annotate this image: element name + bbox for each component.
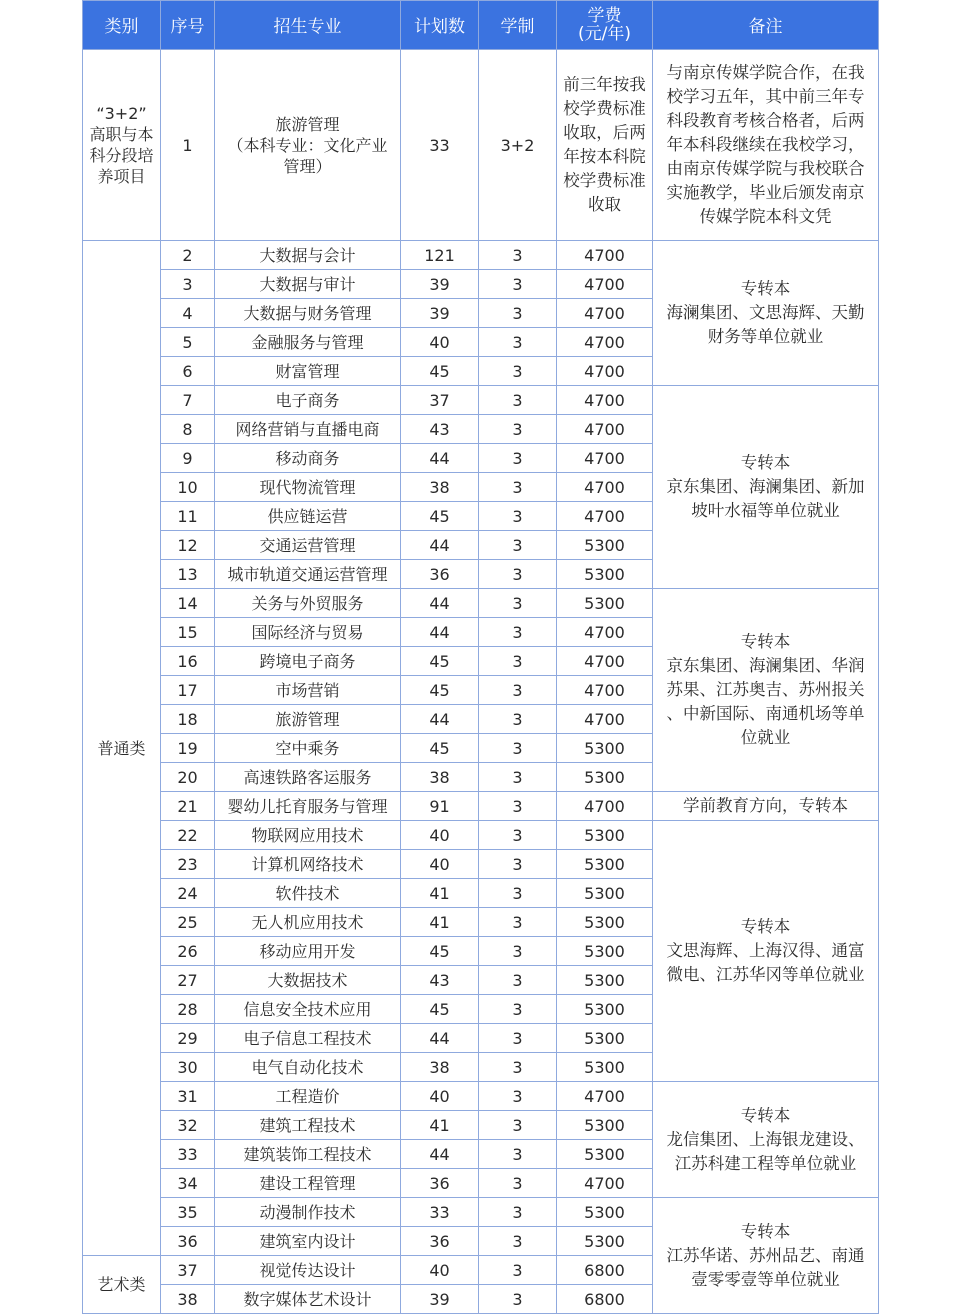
row-years: 3	[479, 1256, 557, 1285]
row-years: 3	[479, 415, 557, 444]
row-no: 3	[161, 270, 215, 299]
row-no: 28	[161, 995, 215, 1024]
row-no: 13	[161, 560, 215, 589]
row-fee: 5300	[557, 734, 653, 763]
row-fee-line6: 收取	[588, 195, 621, 214]
row-major: 网络营销与直播电商	[215, 415, 401, 444]
row-plan: 45	[401, 995, 479, 1024]
row-major: 无人机应用技术	[215, 908, 401, 937]
row-plan: 44	[401, 444, 479, 473]
row-major: 移动商务	[215, 444, 401, 473]
remark-group-3	[653, 589, 879, 792]
header-category: 类别	[83, 1, 161, 50]
row-major: 物联网应用技术	[215, 821, 401, 850]
remark-group-5	[653, 821, 879, 1082]
row-plan: 44	[401, 618, 479, 647]
row-major: 数字媒体艺术设计	[215, 1285, 401, 1314]
remark-group-1-line1: 专转本	[740, 279, 791, 298]
row-fee: 5300	[557, 1111, 653, 1140]
row-no: 15	[161, 618, 215, 647]
row-major: 电子信息工程技术	[215, 1024, 401, 1053]
row-years: 3	[479, 1140, 557, 1169]
row-fee: 4700	[557, 328, 653, 357]
row-fee: 5300	[557, 1198, 653, 1227]
row-plan: 40	[401, 328, 479, 357]
header-remark: 备注	[653, 1, 879, 50]
remark-3plus2-line1: 与南京传媒学院合作，在我	[666, 63, 865, 82]
row-plan: 45	[401, 647, 479, 676]
row-fee: 4700	[557, 705, 653, 734]
row-no: 9	[161, 444, 215, 473]
row-plan: 44	[401, 1024, 479, 1053]
row-years: 3	[479, 1227, 557, 1256]
row-major: 金融服务与管理	[215, 328, 401, 357]
row-fee: 5300	[557, 937, 653, 966]
row-fee-line1: 前三年按我	[563, 75, 646, 94]
row-no: 25	[161, 908, 215, 937]
row-years: 3	[479, 589, 557, 618]
remark-group-2-line1: 专转本	[740, 453, 791, 472]
row-fee: 4700	[557, 1169, 653, 1198]
remark-group-2	[653, 386, 879, 589]
row-no: 17	[161, 676, 215, 705]
header-major: 招生专业	[215, 1, 401, 50]
row-no: 19	[161, 734, 215, 763]
category-3plus2-line2: 高职与本	[89, 125, 154, 144]
row-years: 3	[479, 357, 557, 386]
row-no: 34	[161, 1169, 215, 1198]
row-fee: 4700	[557, 357, 653, 386]
row-plan: 36	[401, 1227, 479, 1256]
row-fee: 4700	[557, 444, 653, 473]
row-years: 3	[479, 241, 557, 270]
row-fee: 5300	[557, 1053, 653, 1082]
row-no: 32	[161, 1111, 215, 1140]
row-no: 14	[161, 589, 215, 618]
row-no: 23	[161, 850, 215, 879]
row-fee: 4700	[557, 792, 653, 821]
row-fee: 5300	[557, 879, 653, 908]
header-fee-line2: (元/年)	[578, 24, 631, 44]
row-major: 空中乘务	[215, 734, 401, 763]
row-plan: 37	[401, 386, 479, 415]
enrollment-plan-page	[82, 0, 878, 1314]
row-plan: 45	[401, 734, 479, 763]
table-row	[83, 1082, 879, 1111]
row-years: 3	[479, 1285, 557, 1314]
row-no: 2	[161, 241, 215, 270]
row-major: 移动应用开发	[215, 937, 401, 966]
row-fee: 4700	[557, 647, 653, 676]
row-plan: 33	[401, 1198, 479, 1227]
row-years: 3	[479, 299, 557, 328]
row-no: 36	[161, 1227, 215, 1256]
row-major: 婴幼儿托育服务与管理	[215, 792, 401, 821]
row-no: 6	[161, 357, 215, 386]
row-plan: 36	[401, 560, 479, 589]
row-fee: 5300	[557, 1024, 653, 1053]
row-plan: 40	[401, 1256, 479, 1285]
row-major: 建筑室内设计	[215, 1227, 401, 1256]
row-plan: 40	[401, 1082, 479, 1111]
row-years: 3	[479, 444, 557, 473]
row-fee-line3: 收取，后两	[563, 123, 646, 142]
remark-group-6-line3: 江苏科建工程等单位就业	[674, 1153, 857, 1173]
row-plan: 41	[401, 908, 479, 937]
row-major: 市场营销	[215, 676, 401, 705]
row-major-line1: 旅游管理	[275, 114, 340, 134]
remark-group-4-line1: 学前教育方向，专转本	[683, 796, 848, 815]
row-years: 3	[479, 995, 557, 1024]
row-no: 1	[161, 50, 215, 241]
remark-group-6	[653, 1082, 879, 1198]
row-years: 3+2	[479, 50, 557, 241]
row-major: 大数据与会计	[215, 241, 401, 270]
row-years: 3	[479, 328, 557, 357]
row-no: 29	[161, 1024, 215, 1053]
row-major-line2: （本科专业：文化产业	[227, 135, 388, 155]
row-years: 3	[479, 1169, 557, 1198]
row-plan: 39	[401, 270, 479, 299]
row-plan: 41	[401, 1111, 479, 1140]
row-plan: 44	[401, 589, 479, 618]
row-no: 30	[161, 1053, 215, 1082]
row-no: 16	[161, 647, 215, 676]
row-no: 27	[161, 966, 215, 995]
row-plan: 43	[401, 966, 479, 995]
header-no: 序号	[161, 1, 215, 50]
row-major: 交通运营管理	[215, 531, 401, 560]
remark-group-3-line2: 京东集团、海澜集团、华润	[666, 656, 865, 675]
row-years: 3	[479, 647, 557, 676]
table-body	[83, 50, 879, 1314]
row-major: 视觉传达设计	[215, 1256, 401, 1285]
row-major: 现代物流管理	[215, 473, 401, 502]
row-years: 3	[479, 502, 557, 531]
remark-group-2-line2: 京东集团、海澜集团、新加	[666, 477, 865, 496]
row-years: 3	[479, 1024, 557, 1053]
remark-group-2-line3: 坡叶水福等单位就业	[691, 501, 840, 520]
row-plan: 41	[401, 879, 479, 908]
remark-3plus2-line6: 实施教学，毕业后颁发南京	[666, 183, 865, 202]
row-no: 24	[161, 879, 215, 908]
table-row	[83, 241, 879, 270]
row-years: 3	[479, 676, 557, 705]
remark-3plus2-line4: 年本科段继续在我校学习，	[666, 135, 865, 154]
row-fee: 5300	[557, 850, 653, 879]
row-plan: 36	[401, 1169, 479, 1198]
row-fee: 4700	[557, 386, 653, 415]
category-3plus2-line1: “3+2”	[96, 104, 147, 123]
row-major: 工程造价	[215, 1082, 401, 1111]
row-years: 3	[479, 531, 557, 560]
row-plan: 38	[401, 763, 479, 792]
row-years: 3	[479, 618, 557, 647]
row-no: 5	[161, 328, 215, 357]
remark-group-3-line3: 苏果、江苏奥吉、苏州报关	[666, 680, 865, 699]
row-fee: 5300	[557, 1140, 653, 1169]
row-major: 高速铁路客运服务	[215, 763, 401, 792]
row-years: 3	[479, 705, 557, 734]
row-no: 8	[161, 415, 215, 444]
row-years: 3	[479, 908, 557, 937]
row-plan: 45	[401, 502, 479, 531]
table-row	[83, 792, 879, 821]
row-fee: 4700	[557, 270, 653, 299]
row-fee: 5300	[557, 589, 653, 618]
row-major: 电气自动化技术	[215, 1053, 401, 1082]
row-fee: 5300	[557, 908, 653, 937]
row-major: 国际经济与贸易	[215, 618, 401, 647]
row-major: 财富管理	[215, 357, 401, 386]
row-no: 38	[161, 1285, 215, 1314]
row-fee: 5300	[557, 1227, 653, 1256]
row-major: 旅游管理	[215, 705, 401, 734]
row-years: 3	[479, 734, 557, 763]
row-plan: 45	[401, 676, 479, 705]
row-no: 7	[161, 386, 215, 415]
row-no: 12	[161, 531, 215, 560]
row-major: 动漫制作技术	[215, 1198, 401, 1227]
remark-group-1-line2: 海澜集团、文思海辉、天勤	[666, 303, 865, 322]
table-row	[83, 386, 879, 415]
row-major: 大数据技术	[215, 966, 401, 995]
remark-group-7-line2: 江苏华诺、苏州品艺、南通	[666, 1245, 865, 1265]
row-major: 大数据与审计	[215, 270, 401, 299]
row-major: 信息安全技术应用	[215, 995, 401, 1024]
row-plan: 45	[401, 937, 479, 966]
row-plan: 39	[401, 1285, 479, 1314]
header-plan: 计划数	[401, 1, 479, 50]
row-major: 建筑装饰工程技术	[215, 1140, 401, 1169]
row-fee	[557, 50, 653, 241]
row-no: 21	[161, 792, 215, 821]
remark-group-1	[653, 241, 879, 386]
row-major: 建筑工程技术	[215, 1111, 401, 1140]
row-years: 3	[479, 473, 557, 502]
header-years: 学制	[479, 1, 557, 50]
row-major: 电子商务	[215, 386, 401, 415]
row-years: 3	[479, 821, 557, 850]
row-plan: 40	[401, 821, 479, 850]
row-years: 3	[479, 879, 557, 908]
category-3plus2	[83, 50, 161, 241]
row-plan: 44	[401, 531, 479, 560]
row-major	[215, 50, 401, 241]
row-plan: 38	[401, 1053, 479, 1082]
row-plan: 38	[401, 473, 479, 502]
row-plan: 91	[401, 792, 479, 821]
row-major: 计算机网络技术	[215, 850, 401, 879]
table-row	[83, 589, 879, 618]
remark-group-7-line1: 专转本	[740, 1221, 791, 1241]
row-no: 4	[161, 299, 215, 328]
category-general: 普通类	[83, 241, 161, 1256]
row-major: 关务与外贸服务	[215, 589, 401, 618]
row-fee: 6800	[557, 1256, 653, 1285]
row-years: 3	[479, 1053, 557, 1082]
remark-3plus2-line3: 科段教育考核合格者，后两	[666, 111, 865, 130]
remark-3plus2-line7: 传媒学院本科文凭	[699, 207, 832, 226]
row-plan: 45	[401, 357, 479, 386]
remark-group-3-line1: 专转本	[740, 632, 791, 651]
row-fee: 4700	[557, 618, 653, 647]
row-major-line3: 管理）	[283, 156, 332, 176]
row-years: 3	[479, 966, 557, 995]
remark-group-5-line1: 专转本	[740, 917, 791, 936]
header-fee	[557, 1, 653, 50]
row-fee: 6800	[557, 1285, 653, 1314]
row-fee: 5300	[557, 995, 653, 1024]
row-major: 跨境电子商务	[215, 647, 401, 676]
row-years: 3	[479, 937, 557, 966]
row-major: 供应链运营	[215, 502, 401, 531]
category-art: 艺术类	[83, 1256, 161, 1314]
row-plan: 121	[401, 241, 479, 270]
row-no: 37	[161, 1256, 215, 1285]
row-plan: 43	[401, 415, 479, 444]
row-plan: 44	[401, 705, 479, 734]
row-no: 20	[161, 763, 215, 792]
row-plan: 44	[401, 1140, 479, 1169]
row-no: 10	[161, 473, 215, 502]
remark-group-6-line1: 专转本	[740, 1105, 791, 1125]
remark-group-1-line3: 财务等单位就业	[707, 327, 824, 346]
table-row	[83, 821, 879, 850]
remark-group-7	[653, 1198, 879, 1314]
row-fee: 4700	[557, 676, 653, 705]
row-years: 3	[479, 386, 557, 415]
row-major: 大数据与财务管理	[215, 299, 401, 328]
row-fee-line4: 年按本科院	[563, 147, 646, 166]
row-years: 3	[479, 1082, 557, 1111]
remark-group-3-line4: 、中新国际、南通机场等单	[666, 704, 865, 723]
remark-group-3-line5: 位就业	[740, 728, 791, 747]
row-no: 33	[161, 1140, 215, 1169]
row-fee: 5300	[557, 560, 653, 589]
row-fee: 5300	[557, 531, 653, 560]
row-fee: 4700	[557, 502, 653, 531]
row-no: 26	[161, 937, 215, 966]
row-fee: 5300	[557, 966, 653, 995]
remark-3plus2-line2: 校学习五年，其中前三年专	[666, 87, 865, 106]
row-fee: 4700	[557, 241, 653, 270]
row-fee-line2: 校学费标准	[563, 99, 646, 118]
row-years: 3	[479, 1111, 557, 1140]
row-years: 3	[479, 270, 557, 299]
table-row-3plus2	[83, 50, 879, 241]
row-years: 3	[479, 792, 557, 821]
category-3plus2-line4: 养项目	[97, 167, 146, 186]
row-years: 3	[479, 1198, 557, 1227]
row-fee-line5: 校学费标准	[563, 171, 646, 190]
remark-group-7-line3: 壹零零壹等单位就业	[691, 1269, 840, 1289]
row-no: 35	[161, 1198, 215, 1227]
row-plan: 33	[401, 50, 479, 241]
row-years: 3	[479, 560, 557, 589]
remark-group-6-line2: 龙信集团、上海银龙建设、	[666, 1129, 865, 1149]
remark-group-5-line2: 文思海辉、上海汉得、通富	[666, 941, 865, 960]
header-row	[83, 1, 879, 50]
row-major: 建设工程管理	[215, 1169, 401, 1198]
remark-group-5-line3: 微电、江苏华冈等单位就业	[666, 965, 865, 984]
remark-3plus2-line5: 由南京传媒学院与我校联合	[666, 159, 865, 178]
row-no: 22	[161, 821, 215, 850]
row-fee: 4700	[557, 415, 653, 444]
row-years: 3	[479, 763, 557, 792]
row-fee: 5300	[557, 763, 653, 792]
row-major: 城市轨道交通运营管理	[215, 560, 401, 589]
row-fee: 4700	[557, 299, 653, 328]
remark-group-4	[653, 792, 879, 821]
row-years: 3	[479, 850, 557, 879]
remark-3plus2	[653, 50, 879, 241]
row-no: 11	[161, 502, 215, 531]
row-major: 软件技术	[215, 879, 401, 908]
row-no: 18	[161, 705, 215, 734]
row-fee: 5300	[557, 821, 653, 850]
row-fee: 4700	[557, 473, 653, 502]
row-plan: 39	[401, 299, 479, 328]
row-plan: 40	[401, 850, 479, 879]
row-no: 31	[161, 1082, 215, 1111]
table-row	[83, 1198, 879, 1227]
enrollment-table	[82, 0, 879, 1314]
header-fee-line1: 学费	[587, 6, 622, 26]
category-3plus2-line3: 科分段培	[89, 146, 154, 165]
row-fee: 4700	[557, 1082, 653, 1111]
